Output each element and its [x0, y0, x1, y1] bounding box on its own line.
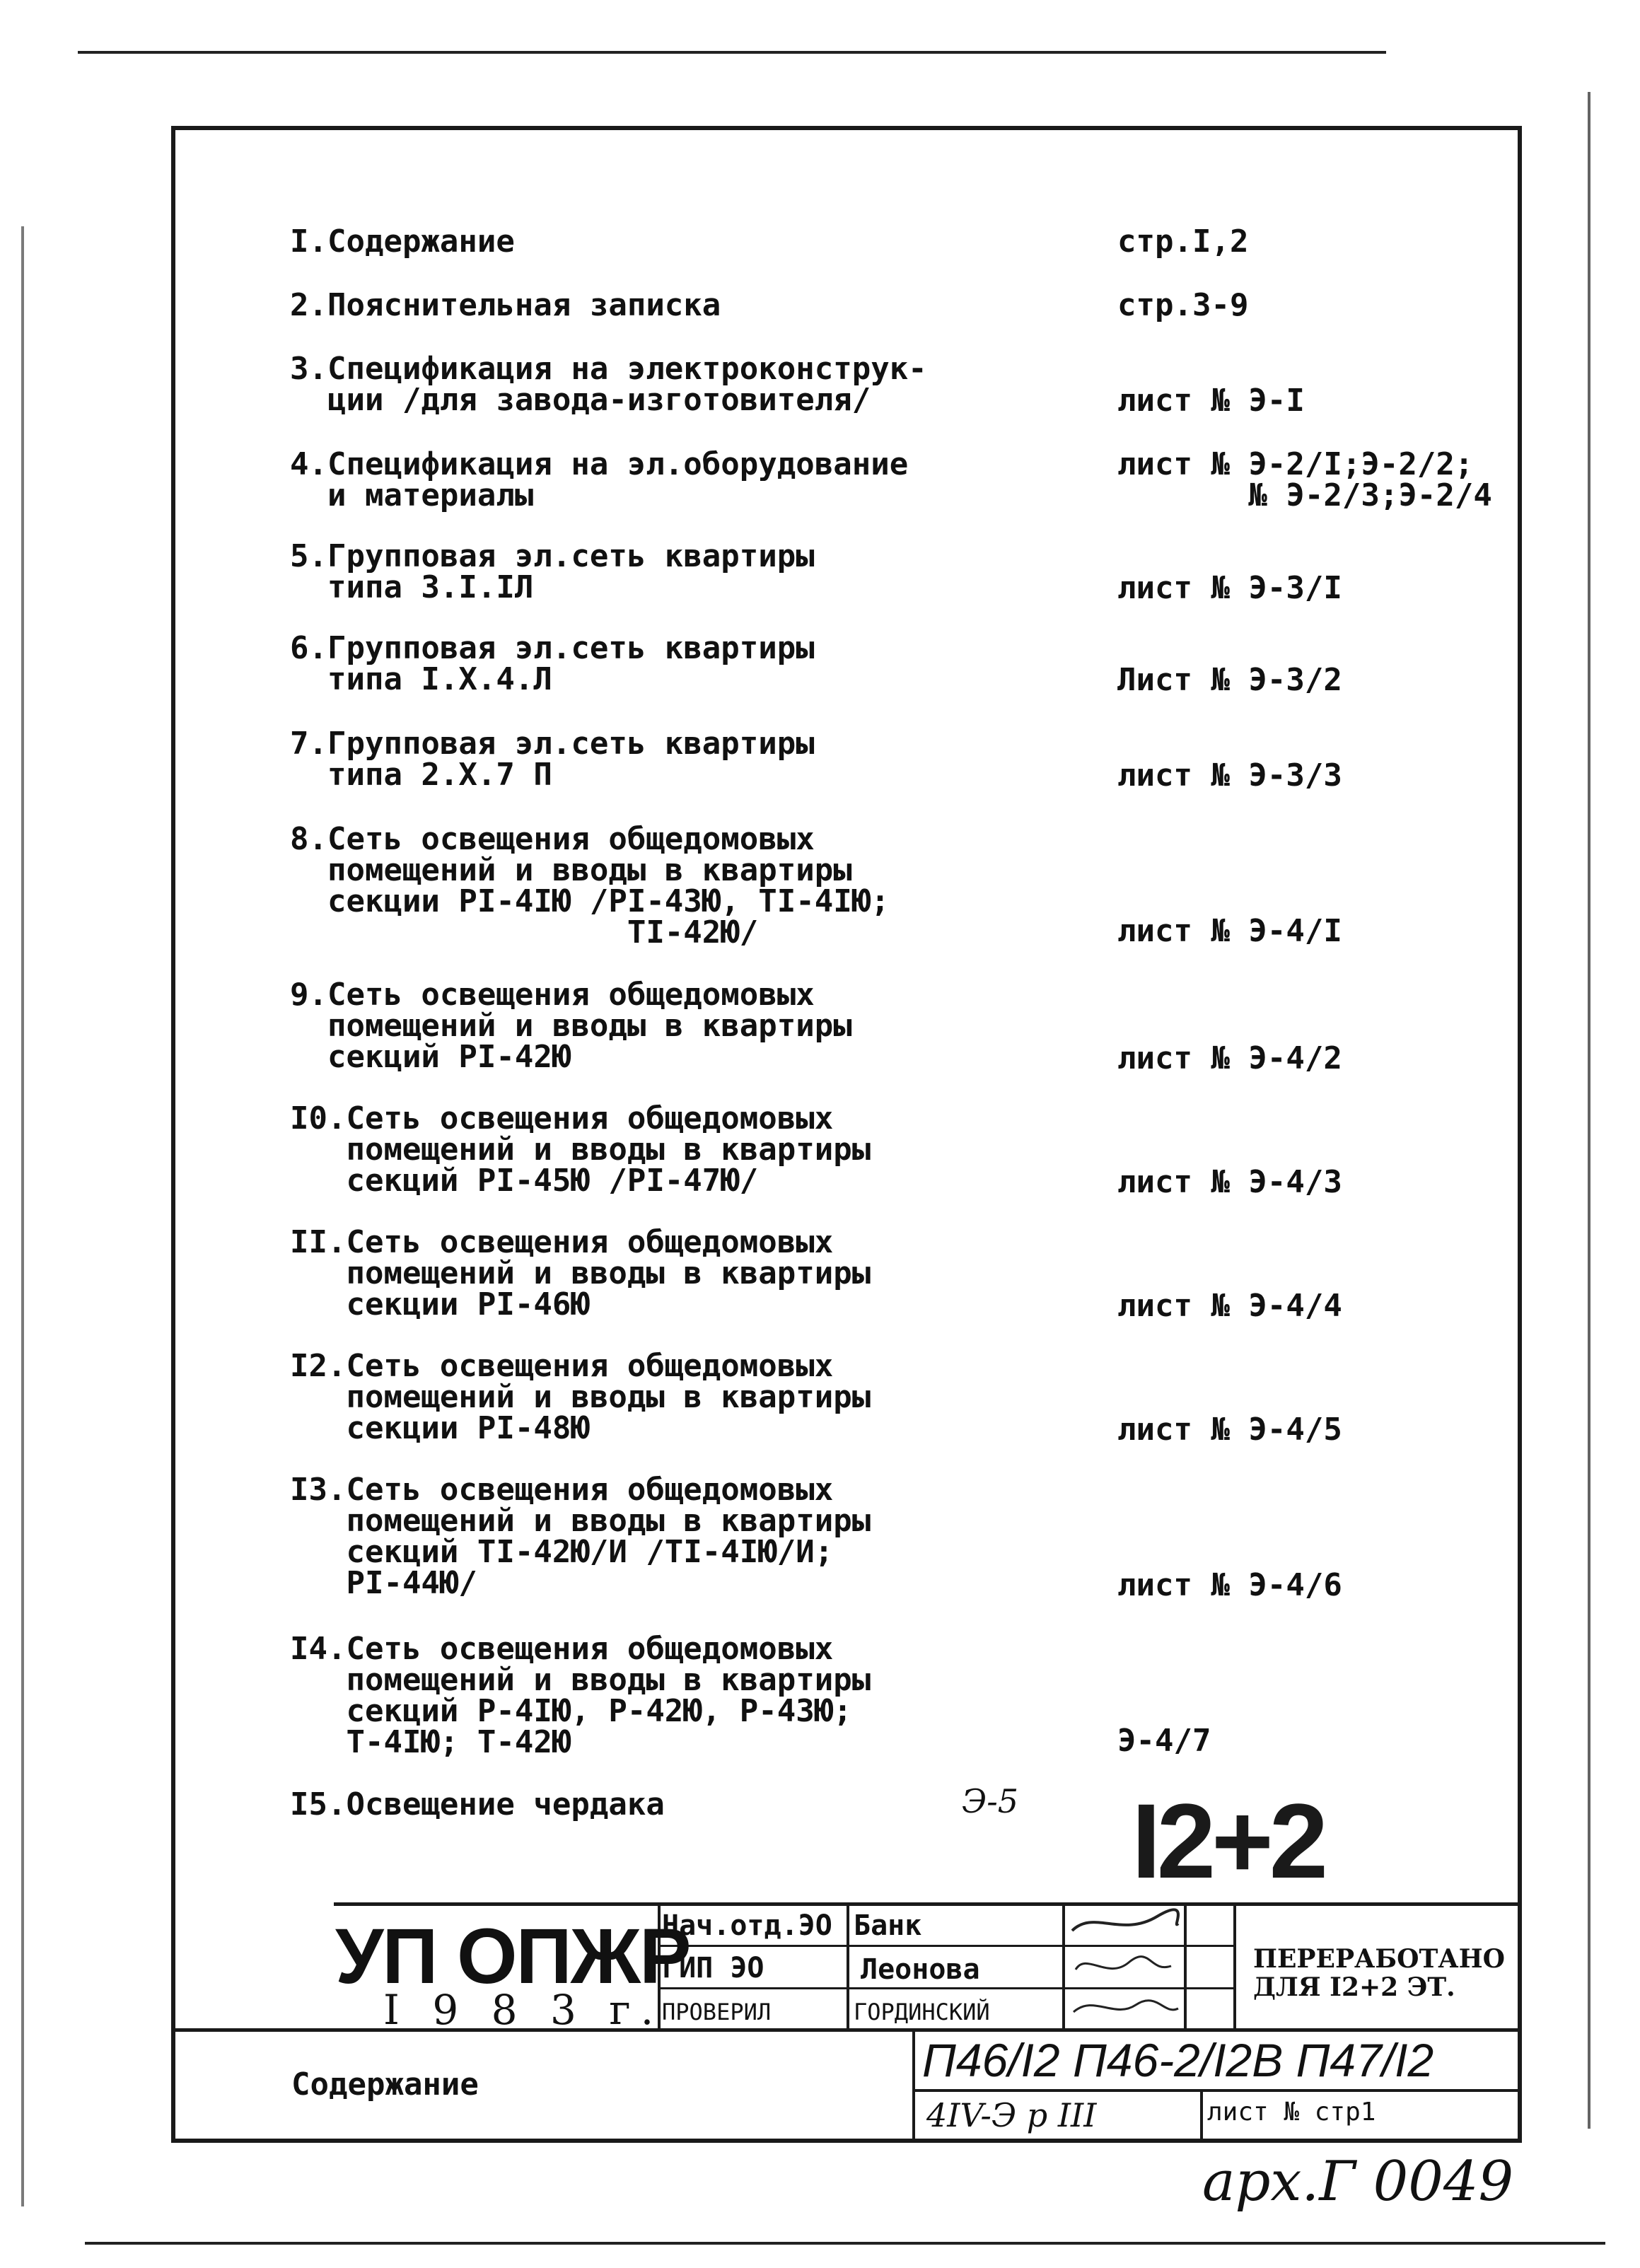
toc-item-title: I3.Сеть освещения общедомовых помещений и вводы в квартиры секций TI-42Ю/И /TI-4IЮ/И; PI-44Ю/ — [290, 1472, 871, 1601]
toc-item-title: II.Сеть освещения общедомовых помещений и вводы в квартиры секции PI-46Ю — [290, 1224, 871, 1322]
toc-item — [290, 287, 721, 323]
sheet-label: лист № стр1 — [1207, 2098, 1376, 2127]
toc-item — [290, 728, 815, 791]
title-block — [171, 1902, 1522, 2143]
name-head-of-department: Банк — [854, 1909, 922, 1942]
toc-item-ref: лист № Э-4/3 — [1117, 1164, 1342, 1200]
toc-item-title: I0.Сеть освещения общедомовых помещений и вводы в квартиры секций PI-45Ю /PI-47Ю/ — [290, 1100, 871, 1199]
toc-item — [290, 1472, 871, 1601]
scan-edge-right — [1588, 92, 1590, 2129]
year: I 9 8 3 г. — [383, 1986, 664, 2034]
organization-name: УП ОПЖР — [335, 1913, 690, 2000]
toc-item-title: 4.Спецификация на эл.оборудование и материалы — [290, 446, 909, 513]
scan-edge-bottom — [85, 2242, 1605, 2245]
archive-number: арх.Г 0049 — [1202, 2150, 1514, 2214]
toc-item-title: 8.Сеть освещения общедомовых помещений и вводы в квартиры секции PI-4IЮ /PI-43Ю, TI-4IЮ; TI-42Ю/ — [290, 821, 890, 950]
toc-item — [290, 1348, 871, 1446]
toc-item-title: I4.Сеть освещения общедомовых помещений и вводы в квартиры секций P-4IЮ, P-42Ю, P-43Ю; T-4IЮ; T-42Ю — [290, 1631, 871, 1760]
toc-item — [290, 1786, 665, 1822]
toc-item-ref: лист № Э-4/I — [1117, 913, 1342, 949]
toc-item — [290, 1224, 871, 1322]
toc-item-title: 3.Спецификация на электроконструк- ции /для завода-изготовителя/ — [290, 351, 927, 418]
toc-item-ref: Э-5 — [962, 1782, 1019, 1820]
toc-item-ref: лист № Э-3/3 — [1117, 757, 1342, 793]
toc-item-title: I.Содержание — [290, 223, 515, 260]
name-checked-by: ГОРДИНСКИЙ — [854, 1999, 990, 2025]
project-codes: П46/I2 П46-2/I2В П47/I2 — [922, 2034, 1434, 2086]
toc-item — [290, 538, 815, 605]
toc-item — [290, 1100, 871, 1199]
toc-item-ref: лист № Э-4/4 — [1117, 1288, 1342, 1324]
floor-count-stamp: I2+2 — [1132, 1781, 1325, 1900]
toc-item-ref: стр.3-9 — [1117, 287, 1249, 323]
toc-item — [290, 1631, 871, 1760]
toc-item-title: 9.Сеть освещения общедомовых помещений и вводы в квартиры секций PI-42Ю — [290, 977, 852, 1075]
scan-edge-top — [78, 51, 1386, 54]
toc-item — [290, 446, 927, 513]
signature-marks — [1065, 1902, 1185, 2028]
toc-item-title: I5.Освещение чердака — [290, 1786, 665, 1822]
toc-item-title: I2.Сеть освещения общедомовых помещений и вводы в квартиры секции PI-48Ю — [290, 1348, 871, 1446]
role-checked-by: ПРОВЕРИЛ — [662, 1999, 772, 2025]
toc-item-ref: лист № Э-I — [1117, 383, 1305, 419]
toc-item-title: 2.Пояснительная записка — [290, 287, 721, 323]
toc-item-title: 6.Групповая эл.сеть квартиры типа I.X.4.Л — [290, 630, 815, 697]
toc-item-ref: Лист № Э-3/2 — [1117, 662, 1342, 698]
toc-item-ref: лист № Э-2/I;Э-2/2; № Э-2/3;Э-2/4 — [1117, 446, 1492, 513]
toc-item — [290, 223, 515, 260]
scan-edge-left — [21, 226, 24, 2206]
revision-note: ПЕРЕРАБОТАНО ДЛЯ I2+2 ЭТ. — [1253, 1944, 1505, 2002]
toc-item-ref: лист № Э-4/2 — [1117, 1040, 1342, 1076]
toc-item — [290, 979, 852, 1073]
document-title: Содержание — [291, 2066, 479, 2103]
toc-item-ref: Э-4/7 — [1117, 1723, 1211, 1759]
toc-item — [290, 351, 927, 418]
toc-item-title: 5.Групповая эл.сеть квартиры типа 3.I.IЛ — [290, 538, 815, 605]
toc-item-title: 7.Групповая эл.сеть квартиры типа 2.X.7 П — [290, 726, 815, 793]
sheet-code: 4IV-Э р III — [926, 2096, 1097, 2134]
role-chief-engineer: ГИП ЭО — [662, 1952, 764, 1984]
name-chief-engineer: Леонова — [861, 1953, 980, 1986]
role-head-of-department: Нач.отд.ЭО — [662, 1909, 832, 1942]
toc-item — [290, 821, 890, 950]
toc-item-ref: стр.I,2 — [1117, 223, 1249, 260]
toc-item-ref: лист № Э-3/I — [1117, 570, 1342, 606]
toc-item-ref: лист № Э-4/6 — [1117, 1567, 1342, 1603]
toc-item — [290, 630, 815, 697]
toc-item-ref: лист № Э-4/5 — [1117, 1412, 1342, 1448]
